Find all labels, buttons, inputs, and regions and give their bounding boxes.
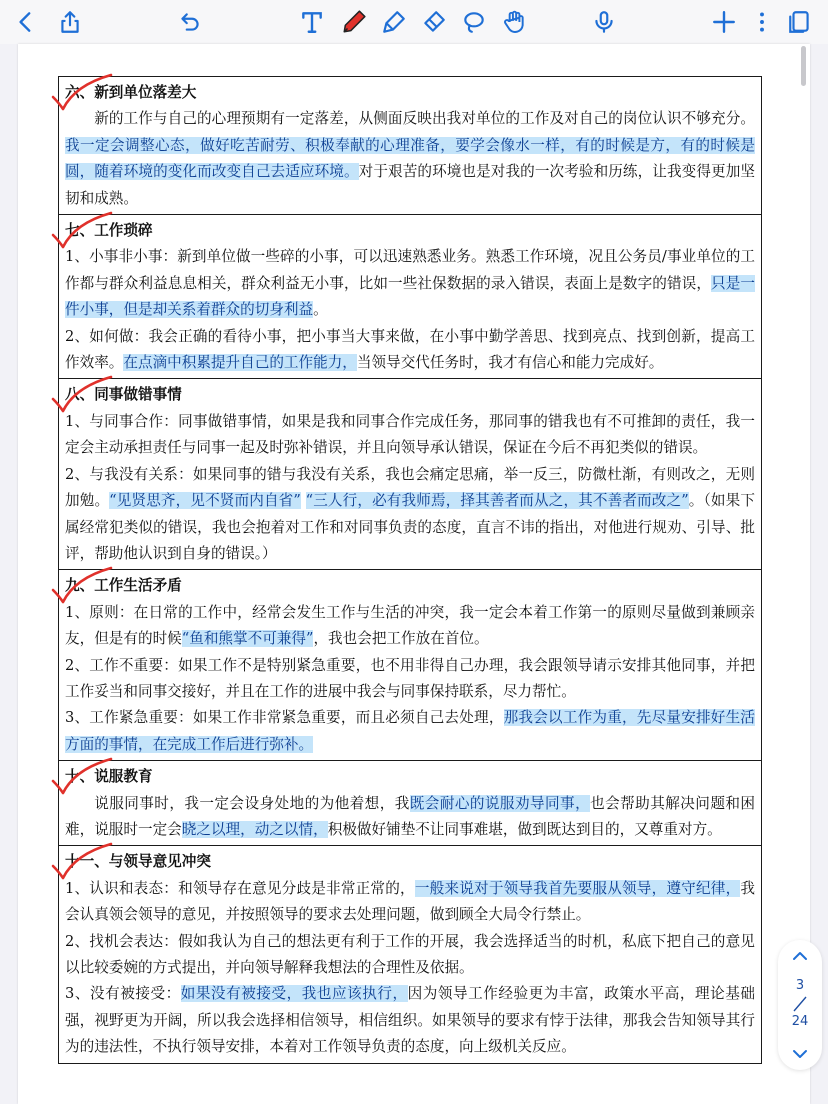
highlighted-text: 只是一件小事，但是却关系着群众的切身利益 bbox=[65, 274, 755, 319]
page-separator-icon bbox=[778, 994, 822, 1014]
section-title: 十一、与领导意见冲突 bbox=[65, 853, 211, 871]
highlighted-text: “三人行，必有我师焉，择其善者而从之，其不善者而改之” bbox=[305, 492, 689, 510]
paragraph bbox=[65, 705, 755, 758]
scrollbar[interactable] bbox=[801, 46, 806, 86]
paragraph bbox=[65, 981, 755, 1060]
paragraph bbox=[65, 929, 755, 982]
body-text: 新的工作与自己的心理预期有一定落差，从侧面反映出我对单位的工作及对自己的岗位认识不够充分。 bbox=[94, 110, 755, 128]
body-text: 积极做好铺垫不让同事难堪，做到既达到目的，又尊重对方。 bbox=[327, 820, 722, 838]
body-text: 3、没有被接受： bbox=[65, 985, 181, 1003]
paragraph bbox=[65, 653, 755, 706]
body-text: 当领导交代任务时，我才有信心和能力完成好。 bbox=[356, 354, 664, 372]
section-1 bbox=[59, 77, 761, 215]
section-2 bbox=[59, 215, 761, 379]
eraser-icon[interactable] bbox=[418, 6, 450, 38]
total-pages: 24 bbox=[791, 1014, 809, 1029]
section-3 bbox=[59, 379, 761, 570]
page-down-icon[interactable] bbox=[788, 1044, 812, 1064]
highlighted-text: 如果没有被接受，我也应该执行， bbox=[180, 985, 408, 1003]
body-text: 1、与同事合作：同事做错事情，如果是我和同事合作完成任务，那同事的错我也有不可推卸的责任，我一定会主动承担责任与同事一起及时弥补错误，并且向领导承认错误，保证在今后不再犯类似的错误。 bbox=[65, 412, 755, 457]
highlighted-text: 一般来说对于领导我首先要服从领导，遵守纪律， bbox=[414, 879, 741, 897]
lasso-icon[interactable] bbox=[458, 6, 490, 38]
page-navigator bbox=[778, 940, 822, 1070]
body-text: 2、与我没有关系：如果同事的错与我没有关系，我也会痛定思痛，举一反三，防微杜渐，有则改之，无则加勉。 bbox=[65, 465, 755, 510]
body-text: 说服同事时，我一定会设身处地的为他着想，我 bbox=[94, 794, 410, 812]
add-icon[interactable] bbox=[708, 6, 740, 38]
paragraph bbox=[65, 106, 755, 212]
highlighted-text: 晓之以理，动之以情， bbox=[181, 820, 328, 838]
pages-icon[interactable] bbox=[784, 6, 816, 38]
body-text: 1、原则：在日常的工作中，经常会发生工作与生活的冲突，我一定会本着工作第一的原则尽量做到兼顾亲友，但是有的时候 bbox=[65, 603, 755, 648]
page-up-icon[interactable] bbox=[788, 946, 812, 966]
text-tool-icon[interactable] bbox=[296, 6, 328, 38]
highlighted-text: “鱼和熊掌不可兼得” bbox=[181, 630, 314, 648]
section-6 bbox=[59, 846, 761, 1063]
body-text: 。（如果下属经常犯类似的错误，我也会抱着对工作和对同事负责的态度，直言不讳的指出，对他进行规劝、引导、批评，帮助他认识到自身的错误。） bbox=[65, 492, 755, 562]
top-toolbar bbox=[0, 0, 828, 44]
highlighter-icon[interactable] bbox=[378, 6, 410, 38]
paragraph bbox=[65, 324, 755, 377]
current-page-number: 3 bbox=[795, 978, 805, 993]
body-text: 对于艰苦的环境也是对我的一次考验和历练，让我变得更加坚韧和成熟。 bbox=[65, 163, 755, 207]
body-text: 1、小事非小事：新到单位做一些碎的小事，可以迅速熟悉业务。熟悉工作环境，况且公务员/事业单位的工作都与群众利益息息相关，群众利益无小事，比如一些社保数据的录入错误，表面上是数字的错误， bbox=[65, 248, 755, 292]
section-title: 十、说服教育 bbox=[65, 768, 153, 786]
document-table bbox=[58, 76, 762, 1064]
more-icon[interactable] bbox=[746, 6, 778, 38]
microphone-icon[interactable] bbox=[588, 6, 620, 38]
body-text: 2、如何做：我会正确的看待小事，把小事当大事来做，在小事中勤学善思、找到亮点、找到创新，提高工作效率。 bbox=[65, 327, 755, 372]
hand-icon[interactable] bbox=[498, 6, 530, 38]
body-text: 。 bbox=[313, 301, 328, 319]
body-text: ，我也会把工作放在首位。 bbox=[313, 630, 489, 648]
share-icon[interactable] bbox=[54, 6, 86, 38]
highlighted-text: 那我会以工作为重，先尽量安排好生活方面的事情，在完成工作后进行弥补。 bbox=[65, 709, 755, 753]
paragraph bbox=[65, 600, 755, 653]
body-text: 也会帮助其解决问题和困难，说服时一定会 bbox=[65, 794, 755, 838]
section-title: 六、新到单位落差大 bbox=[65, 84, 197, 101]
pen-icon[interactable] bbox=[338, 6, 370, 38]
highlighted-text: 既会耐心的说服劝导同事， bbox=[409, 794, 591, 812]
body-text: 1、认识和表态：和领导存在意见分歧是非常正常的， bbox=[65, 879, 415, 897]
section-title: 九、工作生活矛盾 bbox=[65, 577, 182, 595]
body-text: 3、工作紧急重要：如果工作非常紧急重要，而且必须自己去处理， bbox=[65, 709, 504, 727]
section-title: 七、工作琐碎 bbox=[65, 222, 153, 240]
undo-icon[interactable] bbox=[174, 6, 206, 38]
highlighted-text: “见贤思齐，见不贤而内自省” bbox=[109, 492, 301, 510]
section-5 bbox=[59, 761, 761, 846]
body-text: 我会认真领会领导的意见，并按照领导的要求去处理问题，做到顾全大局令行禁止。 bbox=[65, 879, 755, 924]
body-text bbox=[301, 492, 306, 509]
paragraph bbox=[65, 409, 755, 462]
paragraph bbox=[65, 462, 755, 568]
body-text: 因为领导工作经验更为丰富，政策水平高，理论基础强，视野更为开阔，所以我会选择相信领导，相信组织。如果领导的要求有悖于法律，那我会告知领导其行为的违法性，不执行领导安排，本着对工作领导负责的态度，向上级机关反应。 bbox=[65, 985, 755, 1056]
back-icon[interactable] bbox=[10, 6, 42, 38]
body-text: 2、工作不重要：如果工作不是特别紧急重要，也不用非得自己办理，我会跟领导请示安排其他同事，并把工作妥当和同事交接好，并且在工作的进展中我会与同事保持联系，尽力帮忙。 bbox=[65, 656, 755, 700]
paragraph bbox=[65, 876, 755, 929]
paragraph bbox=[65, 791, 755, 844]
highlighted-text: 在点滴中积累提升自己的工作能力， bbox=[123, 354, 357, 372]
body-text: 2、找机会表达：假如我认为自己的想法更有利于工作的开展，我会选择适当的时机，私底下把自己的意见以比较委婉的方式提出，并向领导解释我想法的合理性及依据。 bbox=[65, 932, 755, 976]
paragraph bbox=[65, 244, 755, 323]
highlighted-text: 我一定会调整心态，做好吃苦耐劳、积极奉献的心理准备，要学会像水一样，有的时候是方，有的时候是圆，随着环境的变化而改变自己去适应环境。 bbox=[65, 136, 755, 181]
section-4 bbox=[59, 570, 761, 761]
section-title: 八、同事做错事情 bbox=[65, 386, 182, 404]
document-page[interactable] bbox=[18, 44, 810, 1104]
